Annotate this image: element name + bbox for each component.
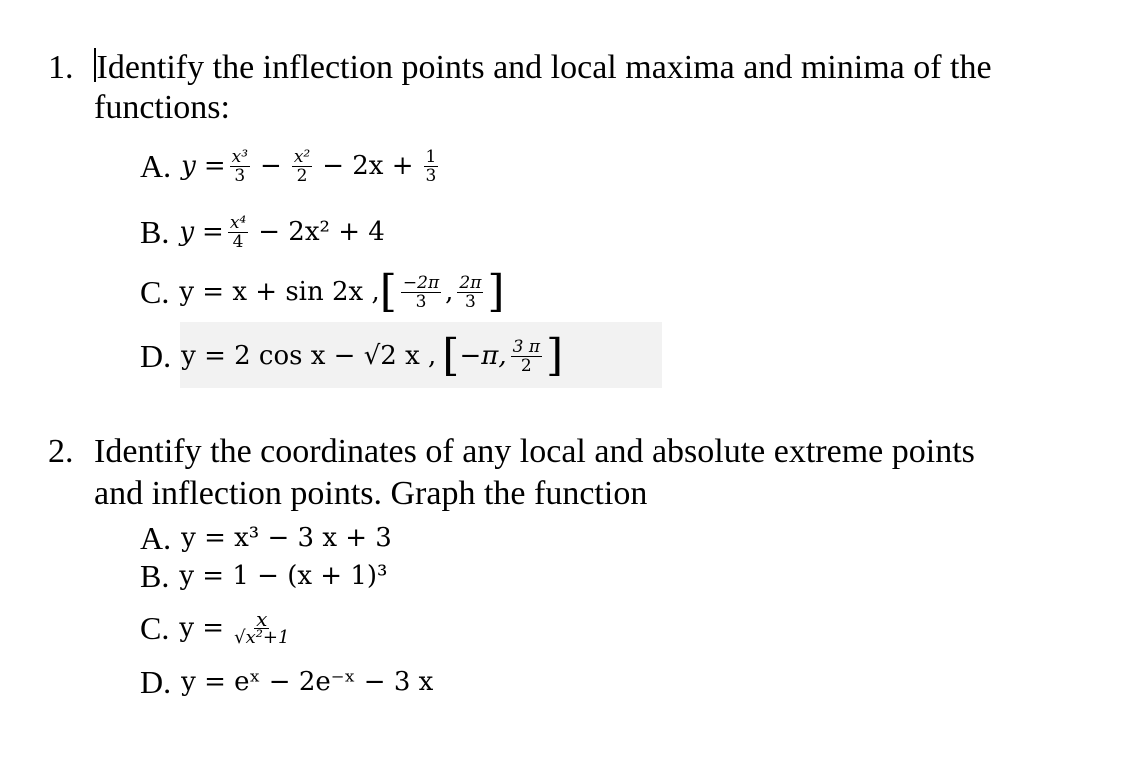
denominator: 3 [464, 291, 476, 312]
expression: y = x³ − 3 x + 3 [181, 523, 392, 553]
denominator: 3 [234, 165, 246, 186]
item-label: B. [140, 557, 170, 594]
denominator: √x²+1 [234, 626, 290, 648]
numerator: x² [293, 146, 311, 167]
denominator: 3 [425, 165, 437, 186]
text-cursor [94, 48, 96, 82]
q2-item-a [140, 518, 392, 558]
q2-number: 2. [48, 433, 74, 470]
fraction [401, 274, 441, 311]
item-label: B. [140, 213, 170, 250]
item-label: D. [140, 663, 172, 700]
q1-line1: Identify the inflection points and local maxima and minima of the [96, 49, 992, 86]
minus: − [260, 151, 282, 181]
close-bracket: ] [487, 266, 505, 317]
comma: , [445, 277, 454, 307]
y-var: y [181, 151, 196, 181]
expression: y = 1 − (x + 1)³ [179, 561, 388, 591]
expression: − 2x² + 4 [258, 217, 385, 247]
q2-item-b [140, 556, 387, 596]
expression: y = [179, 613, 225, 643]
q1-item-a [140, 136, 442, 196]
open-bracket: [ [442, 330, 460, 381]
denominator: 3 [415, 291, 427, 312]
q1-text-line2: functions: [94, 89, 230, 126]
close-bracket: ] [546, 330, 564, 381]
item-label: D. [140, 337, 172, 374]
item-label: A. [140, 519, 172, 556]
y-var: y [179, 217, 195, 247]
fraction [511, 338, 542, 375]
fraction [424, 148, 439, 185]
equals: = [203, 151, 226, 181]
numerator: x⁴ [229, 212, 247, 233]
denominator: 2 [296, 165, 308, 186]
q1-text-line1 [94, 48, 992, 88]
q2-text-line2: and inflection points. Graph the function [94, 475, 648, 512]
numerator: x [256, 606, 268, 631]
fraction [292, 148, 312, 185]
numerator: 1 [425, 146, 437, 167]
fraction [232, 606, 291, 648]
numerator: 3 π [512, 336, 541, 357]
q1-item-d [140, 326, 563, 386]
expression: y = eˣ − 2e⁻ˣ − 3 x [181, 667, 434, 697]
denominator: 2 [520, 355, 532, 376]
item-label: A. [140, 147, 172, 184]
open-bracket: [ [379, 266, 397, 317]
fraction [228, 214, 248, 251]
item-label: C. [140, 609, 170, 646]
denominator: 4 [232, 231, 244, 252]
q1-number: 1. [48, 49, 74, 86]
numerator: x³ [231, 146, 249, 167]
q2-item-d [140, 662, 433, 702]
expression: y = x + sin 2x , [179, 277, 380, 307]
fraction [230, 148, 250, 185]
fraction [457, 274, 483, 311]
expression: y = 2 cos x − √2 x , [181, 341, 437, 371]
q1-item-c [140, 262, 505, 322]
q2-text-line1: Identify the coordinates of any local and absolute extreme points [94, 433, 975, 470]
numerator: 2π [459, 272, 482, 293]
item-label: C. [140, 273, 170, 310]
expression: − 2x + [322, 151, 414, 181]
numerator: −2π [402, 272, 440, 293]
equals: = [202, 217, 224, 247]
q1-item-b [140, 202, 385, 262]
interval-left: −π, [459, 341, 507, 371]
q2-item-c [140, 596, 295, 660]
